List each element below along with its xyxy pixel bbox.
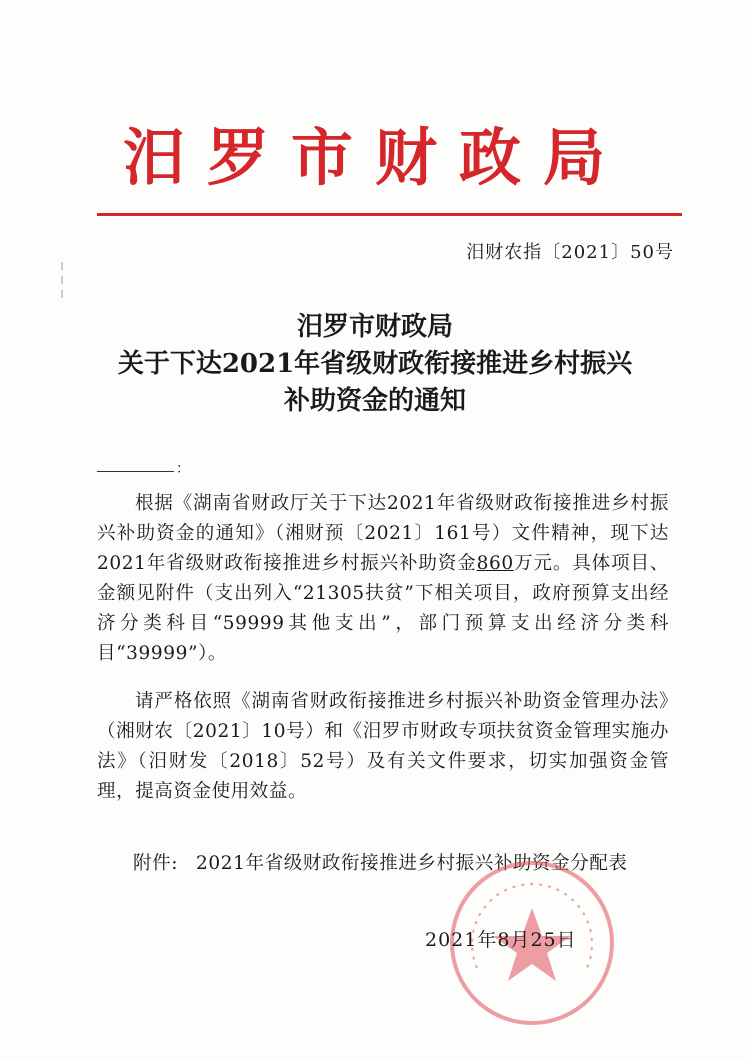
issue-date: 2021年8月25日 xyxy=(425,929,577,951)
p1-text-after-amount: 万元。具体项目、金额见附件（支出列入“21305扶贫”下相关项目，政府预算支出经济分类科目“59999其他支出”，部门预算支出经济分类科目“39999”）。 xyxy=(97,553,669,664)
p1-text-before-amount: 根据《湖南省财政厅关于下达2021年省级财政衔接推进乡村振兴补助资金的通知》（湘财预〔2021〕161号）文件精神，现下达2021年省级财政衔接推进乡村振兴补助资金 xyxy=(97,493,669,574)
attachment-label: 附件: xyxy=(133,853,179,874)
recipient-colon: ： xyxy=(176,461,190,477)
body-paragraph-2: 请严格依照《湖南省财政衔接推进乡村振兴补助资金管理办法》（湘财农〔2021〕10号）和《汨罗市财政专项扶贫资金管理实施办法》（汨财发〔2018〕52号）及有关文件要求，切实加强资金管理，提高资金使用效益。 xyxy=(97,691,669,802)
title-line-2: 关于下达2021年省级财政衔接推进乡村振兴 xyxy=(117,349,633,379)
binding-margin-marks xyxy=(60,262,64,302)
body-paragraph-1 xyxy=(97,489,669,669)
red-header-rule xyxy=(97,213,682,216)
red-header-agency-name: 汨罗市财政局 xyxy=(122,121,627,194)
title-line-1: 汨罗市财政局 xyxy=(296,312,453,342)
attachment-title: 2021年省级财政衔接推进乡村振兴补助资金分配表 xyxy=(196,853,628,874)
allocation-amount: 860 xyxy=(476,553,514,574)
title-line-3: 补助资金的通知 xyxy=(283,386,466,416)
document-number: 汨财农指〔2021〕50号 xyxy=(466,242,674,263)
recipient-blank xyxy=(97,471,174,472)
